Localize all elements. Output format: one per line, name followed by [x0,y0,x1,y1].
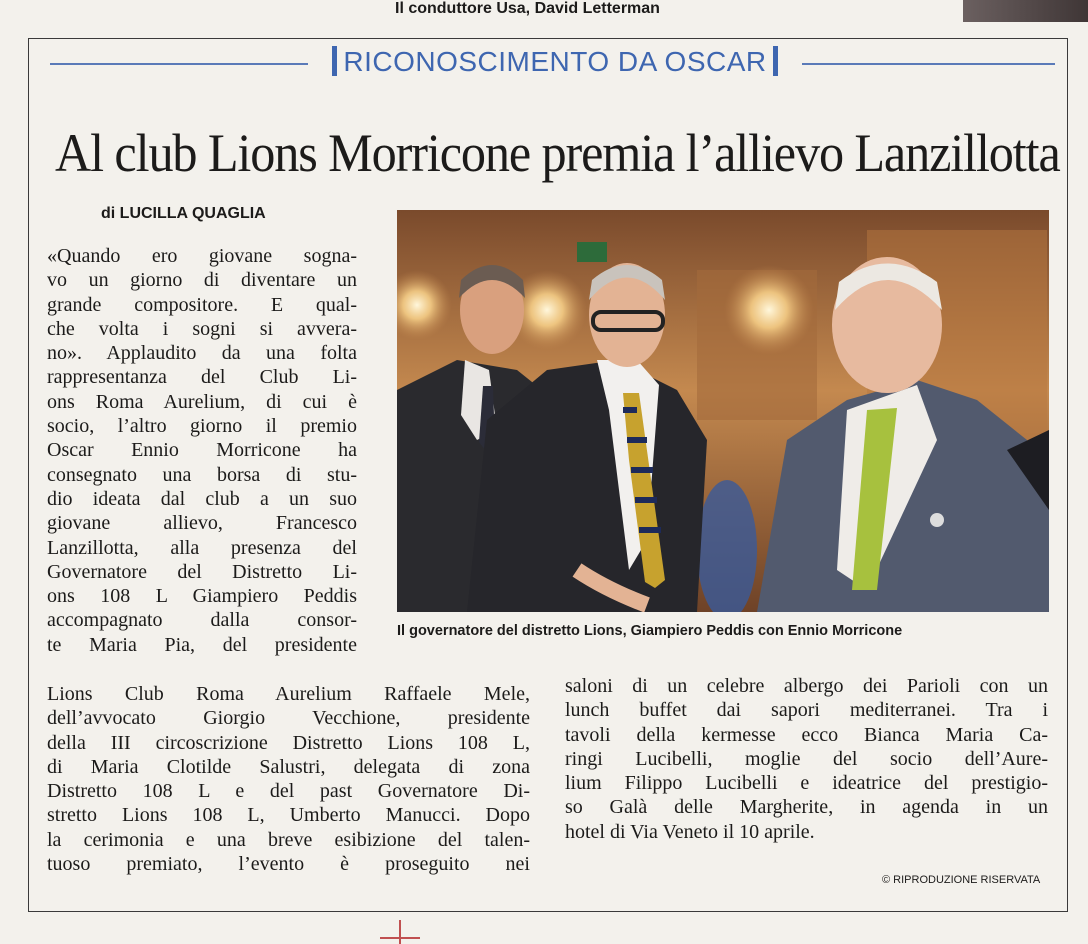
body-column-1 [47,244,357,657]
body-line: tuoso premiato, l’evento è proseguito nei [47,853,530,876]
body-line: lium Filippo Lucibelli e ideatrice del prestigio- [565,772,1048,795]
body-line: Lions Club Roma Aurelium Raffaele Mele, [47,683,530,705]
kicker-bar-left [332,46,337,76]
body-line: dio ideata dal club a un suo [47,487,357,510]
body-column-2 [565,674,1048,844]
body-line: vo un giorno di diventare un [47,269,357,292]
body-line: che volta i sogni si avvera- [47,317,357,340]
body-column-1-wide [47,682,530,876]
body-line: Distretto 108 L e del past Governatore Di- [47,780,530,803]
body-line: consegnato una borsa di stu- [47,463,357,486]
body-line: so Galà delle Margherite, in agenda in un [565,796,1048,819]
body-line: dell’avvocato Giorgio Vecchione, presidente [47,707,530,730]
photo-caption: Il governatore del distretto Lions, Giampiero Peddis con Ennio Morricone [397,623,903,639]
fold-mark [380,920,420,944]
article-photo [397,210,1049,612]
body-line: Governatore del Distretto Li- [47,560,357,583]
body-line: te Maria Pia, del presidente [47,633,357,656]
body-line: Oscar Ennio Morricone ha [47,439,357,462]
body-line: stretto Lions 108 L, Umberto Manucci. Dopo [47,804,530,827]
body-line: di Maria Clotilde Salustri, delegata di zona [47,755,530,778]
body-line: no». Applaudito da una folta [47,342,357,365]
kicker-text: RICONOSCIMENTO DA OSCAR [343,46,767,77]
photo-illustration [397,210,1049,612]
headline: Al club Lions Morricone premia l’allievo Lanzillotta [55,123,1060,183]
body-line: grande compositore. E qual- [47,293,357,316]
kicker-rule-left [50,63,308,65]
top-caption: Il conduttore Usa, David Letterman [395,0,660,17]
body-line: tavoli della kermesse ecco Bianca Maria Ca- [565,723,1048,746]
body-line: «Quando ero giovane sogna- [47,245,357,267]
body-line: rappresentanza del Club Li- [47,366,357,389]
body-line: ons 108 L Giampiero Peddis [47,585,357,608]
body-line: lunch buffet dai sapori mediterranei. Tra i [565,699,1048,722]
byline: di LUCILLA QUAGLIA [101,205,266,222]
body-line: accompagnato dalla consor- [47,609,357,632]
body-line: ringi Lucibelli, moglie del socio dell’Aure- [565,747,1048,770]
kicker-bar-right [773,46,778,76]
body-line: hotel di Via Veneto il 10 aprile. [565,820,815,843]
body-line: saloni di un celebre albergo dei Parioli con un [565,675,1048,697]
kicker [50,44,1055,84]
body-line: ons Roma Aurelium, di cui è [47,390,357,413]
body-line: della III circoscrizione Distretto Lions 108 L, [47,731,530,754]
corner-shade [963,0,1088,22]
kicker-rule-right [802,63,1055,65]
body-line: Lanzillotta, alla presenza del [47,536,357,559]
body-line: socio, l’altro giorno il premio [47,415,357,438]
reproduction-notice: © RIPRODUZIONE RISERVATA [882,874,1041,886]
body-line: giovane allievo, Francesco [47,512,357,535]
body-line: la cerimonia e una breve esibizione del talen- [47,828,530,851]
